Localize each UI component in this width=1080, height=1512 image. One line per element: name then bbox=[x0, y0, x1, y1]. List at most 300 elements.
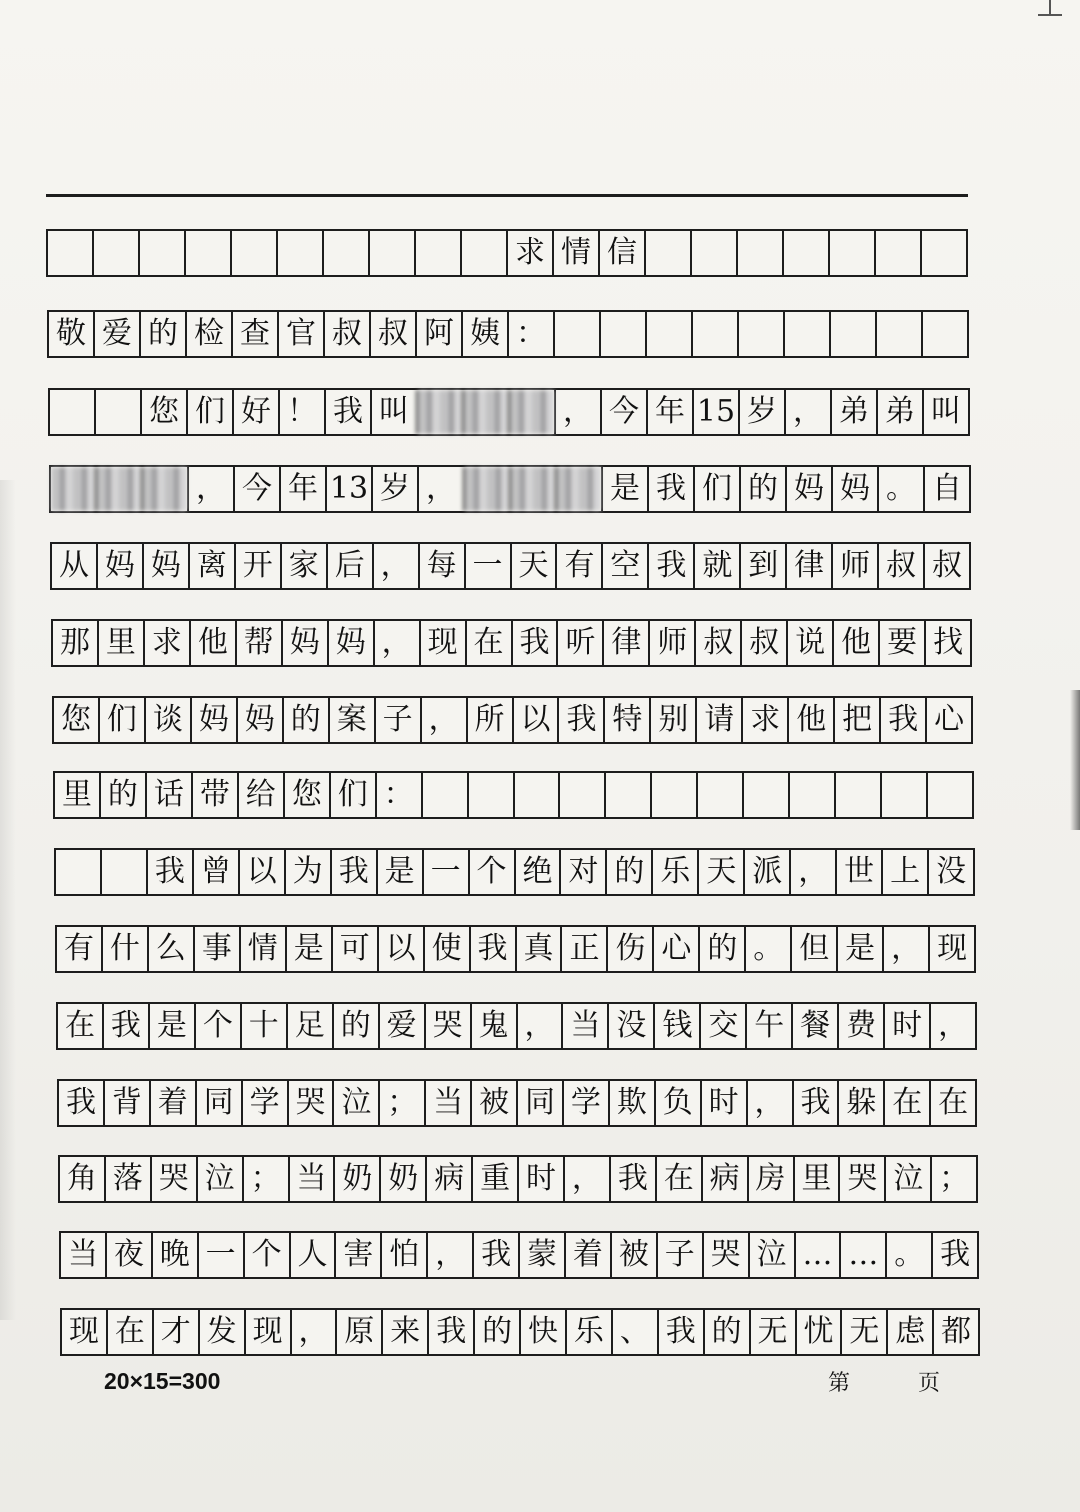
grid-cell: 欺 bbox=[608, 1081, 654, 1125]
grid-cell: 鬼 bbox=[470, 1004, 516, 1048]
grid-cell: 年 bbox=[646, 390, 692, 434]
grid-cell: 叔 bbox=[923, 544, 969, 588]
grid-cell: 找 bbox=[924, 621, 970, 665]
grid-cell: 人 bbox=[289, 1233, 335, 1277]
grid-cell: 在 bbox=[106, 1310, 152, 1354]
grid-cell: ， bbox=[929, 1004, 975, 1048]
grid-cell: 我 bbox=[647, 544, 693, 588]
grid-cell: 我 bbox=[102, 1004, 148, 1048]
grid-cell bbox=[48, 231, 92, 275]
grid-cell: 当 bbox=[288, 1157, 334, 1201]
grid-cell: 的 bbox=[698, 927, 744, 971]
redacted-cell bbox=[95, 467, 141, 511]
grid-cell: 案 bbox=[328, 698, 374, 742]
grid-row bbox=[49, 465, 971, 513]
grid-cell: 我 bbox=[330, 850, 376, 894]
grid-cell: 叔 bbox=[740, 621, 786, 665]
grid-cell: 妈 bbox=[236, 698, 282, 742]
grid-cell: 岁 bbox=[738, 390, 784, 434]
grid-cell: 所 bbox=[466, 698, 512, 742]
grid-cell: 奶 bbox=[333, 1157, 379, 1201]
page-number-label-di: 第 bbox=[828, 1371, 851, 1396]
grid-cell: 费 bbox=[837, 1004, 883, 1048]
grid-cell: 当 bbox=[561, 1004, 607, 1048]
grid-cell: 病 bbox=[701, 1157, 747, 1201]
grid-cell: 空 bbox=[601, 544, 647, 588]
grid-cell: 特 bbox=[603, 698, 649, 742]
grid-cell: 当 bbox=[67, 1237, 98, 1272]
redacted-cell bbox=[416, 390, 462, 434]
grid-cell: 就 bbox=[693, 544, 739, 588]
grid-cell bbox=[921, 312, 967, 356]
grid-cell: 一 bbox=[422, 850, 468, 894]
grid-cell: 的 bbox=[332, 1004, 378, 1048]
grid-cell: 是 bbox=[285, 927, 331, 971]
grid-cell bbox=[599, 312, 645, 356]
grid-cell: 有 bbox=[63, 931, 94, 966]
grid-cell: 乐 bbox=[565, 1310, 611, 1354]
grid-cell: 使 bbox=[423, 927, 469, 971]
grid-cell: … bbox=[839, 1233, 885, 1277]
grid-row bbox=[51, 619, 972, 667]
grid-cell: 阿 bbox=[415, 312, 461, 356]
grid-cell: 的 bbox=[99, 773, 145, 817]
grid-cell: 泣 bbox=[332, 1081, 378, 1125]
grid-cell bbox=[783, 312, 829, 356]
grid-cell bbox=[788, 773, 834, 817]
grid-cell: 现 bbox=[928, 927, 974, 971]
grid-cell bbox=[56, 850, 100, 894]
grid-cell bbox=[138, 231, 184, 275]
grid-cell: 现 bbox=[419, 621, 465, 665]
grid-cell: 一 bbox=[464, 544, 510, 588]
grid-cell: 开 bbox=[234, 544, 280, 588]
grid-cell bbox=[875, 312, 921, 356]
grid-spec-label: 20×15=300 bbox=[104, 1368, 221, 1394]
grid-cell: 我 bbox=[427, 1310, 473, 1354]
grid-cell bbox=[926, 773, 972, 817]
grid-cell bbox=[513, 773, 559, 817]
grid-cell: 时 bbox=[700, 1081, 746, 1125]
grid-cell: 没 bbox=[927, 850, 973, 894]
grid-row bbox=[58, 1155, 978, 1203]
grid-row bbox=[48, 388, 970, 436]
grid-cell bbox=[736, 231, 782, 275]
page-number-label-ye: 页 bbox=[918, 1371, 941, 1396]
grid-cell: ； bbox=[378, 1081, 424, 1125]
grid-cell: ， bbox=[563, 1157, 609, 1201]
grid-cell: 我 bbox=[609, 1157, 655, 1201]
corner-mark bbox=[1038, 0, 1062, 16]
grid-cell: 妈 bbox=[785, 467, 831, 511]
grid-cell: ！ bbox=[278, 390, 324, 434]
grid-cell: 怕 bbox=[380, 1233, 426, 1277]
grid-cell bbox=[322, 231, 368, 275]
grid-cell: 曾 bbox=[192, 850, 238, 894]
grid-cell bbox=[558, 773, 604, 817]
grid-cell: 伤 bbox=[606, 927, 652, 971]
grid-cell: 、 bbox=[611, 1310, 657, 1354]
grid-cell bbox=[644, 231, 690, 275]
grid-row bbox=[46, 229, 968, 277]
grid-cell bbox=[690, 231, 736, 275]
grid-cell: 虑 bbox=[886, 1310, 932, 1354]
grid-cell: 子 bbox=[374, 698, 420, 742]
grid-cell: 天 bbox=[697, 850, 743, 894]
grid-row bbox=[56, 1002, 977, 1050]
grid-cell: 我 bbox=[511, 621, 557, 665]
grid-cell: 当 bbox=[424, 1081, 470, 1125]
grid-cell bbox=[276, 231, 322, 275]
grid-cell: 无 bbox=[749, 1310, 795, 1354]
grid-row bbox=[52, 696, 973, 744]
grid-cell: 把 bbox=[833, 698, 879, 742]
grid-cell: 们 bbox=[693, 467, 739, 511]
grid-cell: 检 bbox=[185, 312, 231, 356]
grid-cell: 从 bbox=[58, 548, 89, 583]
grid-cell: ， bbox=[516, 1004, 562, 1048]
grid-cell: 叔 bbox=[694, 621, 740, 665]
grid-cell: 您 bbox=[140, 390, 186, 434]
grid-cell: 背 bbox=[103, 1081, 149, 1125]
grid-cell: 十 bbox=[240, 1004, 286, 1048]
grid-cell: ， bbox=[882, 927, 928, 971]
grid-cell bbox=[94, 390, 140, 434]
grid-cell: 着 bbox=[564, 1233, 610, 1277]
grid-cell: 求 bbox=[143, 621, 189, 665]
grid-cell bbox=[880, 773, 926, 817]
grid-cell: 在 bbox=[655, 1157, 701, 1201]
grid-cell: 晚 bbox=[151, 1233, 197, 1277]
grid-cell: ， bbox=[373, 621, 419, 665]
grid-cell bbox=[100, 850, 146, 894]
grid-cell bbox=[782, 231, 828, 275]
grid-cell: 对 bbox=[559, 850, 605, 894]
grid-cell: 情 bbox=[552, 231, 598, 275]
grid-cell: 病 bbox=[425, 1157, 471, 1201]
grid-cell: 别 bbox=[649, 698, 695, 742]
grid-cell bbox=[645, 312, 691, 356]
grid-cell: 他 bbox=[832, 621, 878, 665]
grid-cell: 请 bbox=[695, 698, 741, 742]
grid-cell: 姨 bbox=[461, 312, 507, 356]
grid-cell bbox=[650, 773, 696, 817]
grid-row bbox=[50, 542, 971, 590]
grid-cell: 弟 bbox=[876, 390, 922, 434]
grid-cell: 泣 bbox=[884, 1157, 930, 1201]
grid-cell: 现 bbox=[68, 1314, 99, 1349]
grid-cell: 离 bbox=[188, 544, 234, 588]
grid-cell: 叔 bbox=[369, 312, 415, 356]
grid-cell: ： bbox=[375, 773, 421, 817]
grid-cell: 师 bbox=[648, 621, 694, 665]
grid-cell: 天 bbox=[510, 544, 556, 588]
grid-cell: 们 bbox=[186, 390, 232, 434]
grid-cell: 重 bbox=[471, 1157, 517, 1201]
grid-cell bbox=[460, 231, 506, 275]
grid-cell: 的 bbox=[703, 1310, 749, 1354]
grid-cell: 家 bbox=[280, 544, 326, 588]
grid-cell: 我 bbox=[792, 1081, 838, 1125]
redacted-cell bbox=[509, 467, 555, 511]
grid-cell: 岁 bbox=[371, 467, 417, 511]
grid-cell: 派 bbox=[743, 850, 789, 894]
grid-cell: 都 bbox=[932, 1310, 978, 1354]
grid-cell: 我 bbox=[472, 1233, 518, 1277]
grid-cell: 今 bbox=[600, 390, 646, 434]
redacted-cell bbox=[508, 390, 554, 434]
grid-cell: 里 bbox=[97, 621, 143, 665]
grid-cell bbox=[834, 773, 880, 817]
grid-row bbox=[47, 310, 969, 358]
grid-cell: 我 bbox=[879, 698, 925, 742]
grid-cell: 的 bbox=[739, 467, 785, 511]
grid-cell: 学 bbox=[241, 1081, 287, 1125]
grid-cell: 什 bbox=[101, 927, 147, 971]
grid-cell: 师 bbox=[831, 544, 877, 588]
grid-cell: 的 bbox=[282, 698, 328, 742]
grid-cell: 妈 bbox=[142, 544, 188, 588]
grid-cell: 时 bbox=[517, 1157, 563, 1201]
grid-cell: 查 bbox=[231, 312, 277, 356]
grid-cell: ， bbox=[426, 1233, 472, 1277]
grid-cell: 信 bbox=[598, 231, 644, 275]
grid-cell: ； bbox=[930, 1157, 976, 1201]
grid-cell: 妈 bbox=[327, 621, 373, 665]
grid-cell: 到 bbox=[739, 544, 785, 588]
grid-cell: 个 bbox=[243, 1233, 289, 1277]
grid-cell bbox=[421, 773, 467, 817]
grid-cell: 叔 bbox=[877, 544, 923, 588]
redacted-cell bbox=[141, 467, 187, 511]
grid-cell: 夜 bbox=[105, 1233, 151, 1277]
grid-cell: 泣 bbox=[196, 1157, 242, 1201]
grid-cell: 同 bbox=[516, 1081, 562, 1125]
grid-cell bbox=[92, 231, 138, 275]
grid-cell: 房 bbox=[747, 1157, 793, 1201]
grid-cell: ， bbox=[554, 390, 600, 434]
grid-cell: 快 bbox=[519, 1310, 565, 1354]
grid-cell: 同 bbox=[195, 1081, 241, 1125]
grid-cell: 年 bbox=[279, 467, 325, 511]
grid-cell: 负 bbox=[654, 1081, 700, 1125]
grid-cell bbox=[604, 773, 650, 817]
grid-cell: 里 bbox=[61, 777, 92, 812]
grid-cell: 有 bbox=[555, 544, 601, 588]
grid-cell: 律 bbox=[785, 544, 831, 588]
grid-cell: 么 bbox=[147, 927, 193, 971]
grid-cell: 好 bbox=[232, 390, 278, 434]
grid-cell: 说 bbox=[786, 621, 832, 665]
grid-cell: 话 bbox=[145, 773, 191, 817]
grid-cell: 角 bbox=[66, 1161, 97, 1196]
grid-cell: 在 bbox=[883, 1081, 929, 1125]
grid-cell: 正 bbox=[560, 927, 606, 971]
grid-cell: 。 bbox=[744, 927, 790, 971]
grid-cell: 的 bbox=[473, 1310, 519, 1354]
grid-row bbox=[57, 1079, 977, 1127]
grid-cell: 求 bbox=[506, 231, 552, 275]
grid-cell: 弟 bbox=[830, 390, 876, 434]
grid-cell bbox=[50, 390, 94, 434]
grid-cell: 他 bbox=[787, 698, 833, 742]
grid-cell: 落 bbox=[104, 1157, 150, 1201]
grid-cell: 您 bbox=[60, 702, 91, 737]
grid-cell: 爱 bbox=[378, 1004, 424, 1048]
grid-cell: 世 bbox=[835, 850, 881, 894]
grid-cell: 妈 bbox=[831, 467, 877, 511]
grid-cell: 原 bbox=[335, 1310, 381, 1354]
grid-cell: 每 bbox=[418, 544, 464, 588]
grid-cell: 被 bbox=[470, 1081, 516, 1125]
grid-cell: 15 bbox=[692, 390, 738, 434]
grid-cell: 的 bbox=[605, 850, 651, 894]
grid-cell: 妈 bbox=[190, 698, 236, 742]
grid-cell: 们 bbox=[98, 698, 144, 742]
grid-cell: 律 bbox=[602, 621, 648, 665]
grid-cell bbox=[691, 312, 737, 356]
grid-cell: 无 bbox=[840, 1310, 886, 1354]
grid-cell: 在 bbox=[465, 621, 511, 665]
grid-cell: 以 bbox=[238, 850, 284, 894]
grid-cell: 没 bbox=[607, 1004, 653, 1048]
grid-cell: 的 bbox=[139, 312, 185, 356]
grid-cell: 害 bbox=[334, 1233, 380, 1277]
redacted-cell bbox=[462, 390, 508, 434]
grid-cell: ， bbox=[746, 1081, 792, 1125]
top-rule-line bbox=[46, 194, 968, 197]
grid-row bbox=[55, 925, 976, 973]
grid-cell: 心 bbox=[925, 698, 971, 742]
page-shadow-left bbox=[0, 480, 16, 1320]
grid-cell: 是 bbox=[376, 850, 422, 894]
grid-cell bbox=[920, 231, 966, 275]
grid-cell: 。 bbox=[885, 1233, 931, 1277]
grid-cell: 忧 bbox=[795, 1310, 841, 1354]
grid-cell: 真 bbox=[515, 927, 561, 971]
grid-cell: 们 bbox=[329, 773, 375, 817]
grid-cell bbox=[553, 312, 599, 356]
grid-cell: 我 bbox=[557, 698, 603, 742]
grid-cell bbox=[737, 312, 783, 356]
grid-cell: ； bbox=[242, 1157, 288, 1201]
grid-cell: 以 bbox=[512, 698, 558, 742]
grid-cell: ： bbox=[507, 312, 553, 356]
grid-cell: 那 bbox=[59, 625, 90, 660]
grid-cell: 躲 bbox=[837, 1081, 883, 1125]
grid-cell: ， bbox=[290, 1310, 336, 1354]
grid-cell: 午 bbox=[745, 1004, 791, 1048]
grid-cell: 自 bbox=[923, 467, 969, 511]
grid-cell: 为 bbox=[284, 850, 330, 894]
grid-cell bbox=[828, 231, 874, 275]
grid-cell: 我 bbox=[647, 467, 693, 511]
grid-cell: 哭 bbox=[150, 1157, 196, 1201]
grid-cell: ， bbox=[417, 467, 463, 511]
redacted-cell bbox=[555, 467, 601, 511]
grid-cell: 叫 bbox=[370, 390, 416, 434]
grid-cell: 妈 bbox=[96, 544, 142, 588]
grid-cell: ， bbox=[372, 544, 418, 588]
grid-cell: 是 bbox=[601, 467, 647, 511]
grid-cell: 我 bbox=[469, 927, 515, 971]
grid-cell: 才 bbox=[152, 1310, 198, 1354]
grid-cell: 奶 bbox=[379, 1157, 425, 1201]
grid-cell: 给 bbox=[237, 773, 283, 817]
grid-cell: 今 bbox=[233, 467, 279, 511]
grid-cell: 求 bbox=[741, 698, 787, 742]
grid-cell: 我 bbox=[146, 850, 192, 894]
grid-cell: 时 bbox=[883, 1004, 929, 1048]
grid-cell: 泣 bbox=[748, 1233, 794, 1277]
grid-cell: ， bbox=[789, 850, 835, 894]
grid-cell: 足 bbox=[286, 1004, 332, 1048]
grid-cell: 。 bbox=[877, 467, 923, 511]
grid-cell bbox=[829, 312, 875, 356]
grid-cell bbox=[184, 231, 230, 275]
grid-cell: 蒙 bbox=[518, 1233, 564, 1277]
grid-cell: 官 bbox=[277, 312, 323, 356]
grid-cell: 妈 bbox=[281, 621, 327, 665]
grid-cell: 餐 bbox=[791, 1004, 837, 1048]
grid-cell bbox=[467, 773, 513, 817]
grid-cell: 我 bbox=[324, 390, 370, 434]
grid-cell: 哭 bbox=[838, 1157, 884, 1201]
grid-cell: 可 bbox=[331, 927, 377, 971]
grid-cell: ， bbox=[187, 467, 233, 511]
grid-cell bbox=[696, 773, 742, 817]
grid-cell: ， bbox=[420, 698, 466, 742]
grid-cell: 叔 bbox=[323, 312, 369, 356]
grid-cell bbox=[368, 231, 414, 275]
grid-cell: 但 bbox=[790, 927, 836, 971]
grid-cell: 里 bbox=[793, 1157, 839, 1201]
grid-cell: 个 bbox=[468, 850, 514, 894]
grid-row bbox=[60, 1308, 980, 1356]
grid-row bbox=[54, 848, 975, 896]
grid-cell: 来 bbox=[381, 1310, 427, 1354]
grid-cell: 是 bbox=[148, 1004, 194, 1048]
grid-row bbox=[53, 771, 974, 819]
grid-cell: 在 bbox=[64, 1008, 95, 1043]
grid-cell: 哭 bbox=[702, 1233, 748, 1277]
grid-cell bbox=[414, 231, 460, 275]
grid-cell: 带 bbox=[191, 773, 237, 817]
grid-cell: 敬 bbox=[56, 316, 86, 351]
grid-cell: 要 bbox=[878, 621, 924, 665]
grid-cell: 我 bbox=[657, 1310, 703, 1354]
grid-cell bbox=[742, 773, 788, 817]
grid-cell: 帮 bbox=[235, 621, 281, 665]
grid-cell bbox=[874, 231, 920, 275]
grid-cell: … bbox=[794, 1233, 840, 1277]
grid-cell: 乐 bbox=[651, 850, 697, 894]
grid-cell: 绝 bbox=[514, 850, 560, 894]
grid-cell: 学 bbox=[562, 1081, 608, 1125]
grid-cell: 心 bbox=[652, 927, 698, 971]
grid-cell: 以 bbox=[377, 927, 423, 971]
grid-cell: 他 bbox=[189, 621, 235, 665]
grid-cell: 在 bbox=[929, 1081, 975, 1125]
grid-cell: 13 bbox=[325, 467, 371, 511]
grid-cell: 着 bbox=[149, 1081, 195, 1125]
grid-cell: 上 bbox=[881, 850, 927, 894]
grid-cell: 叫 bbox=[922, 390, 968, 434]
grid-cell: 您 bbox=[283, 773, 329, 817]
grid-cell bbox=[230, 231, 276, 275]
grid-cell: 哭 bbox=[424, 1004, 470, 1048]
grid-cell: ， bbox=[784, 390, 830, 434]
